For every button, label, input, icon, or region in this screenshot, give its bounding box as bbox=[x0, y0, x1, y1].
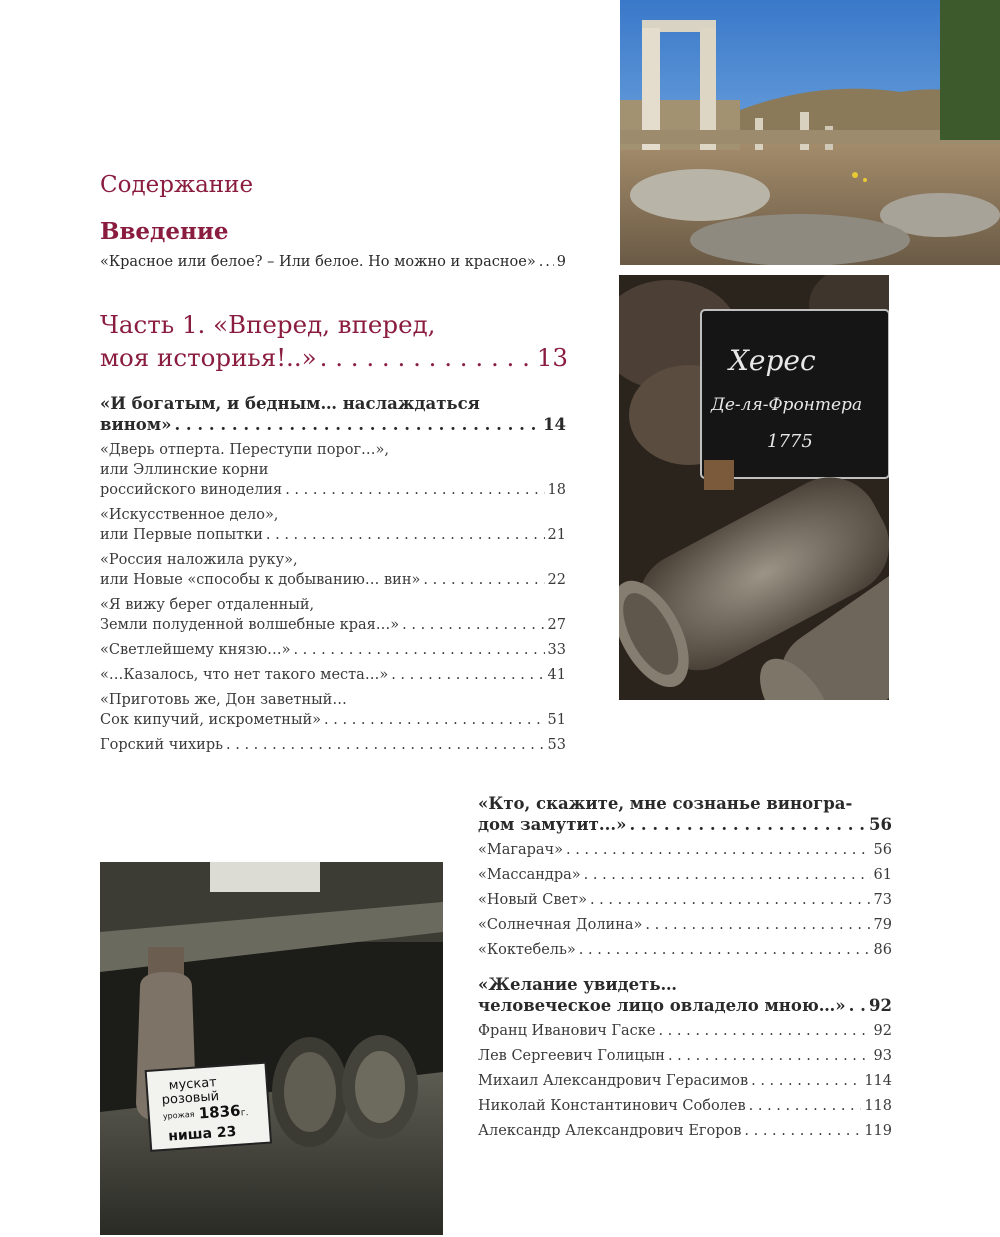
page-number: 13 bbox=[536, 343, 568, 372]
page-number: 22 bbox=[547, 572, 566, 588]
introduction-heading: Введение bbox=[100, 218, 229, 245]
part1-title-line1: Часть 1. «Вперед, вперед, bbox=[100, 310, 436, 339]
page-number: 14 bbox=[543, 415, 566, 434]
page-number: 41 bbox=[547, 667, 566, 683]
section-title-line1: «Желание увидеть… bbox=[478, 975, 678, 994]
page-number: 86 bbox=[873, 942, 892, 958]
page-number: 27 bbox=[547, 617, 566, 633]
leader-dots bbox=[293, 640, 544, 660]
leader-dots bbox=[539, 254, 554, 270]
page-number: 73 bbox=[873, 892, 892, 908]
leader-dots bbox=[645, 915, 870, 935]
leader-dots bbox=[324, 710, 545, 730]
section3-heading[interactable] bbox=[478, 974, 892, 1016]
toc-entry[interactable] bbox=[478, 1096, 892, 1116]
leader-dots bbox=[391, 665, 544, 685]
toc-entry[interactable] bbox=[478, 1046, 892, 1066]
toc-entry-text: Франц Иванович Гаске bbox=[478, 1023, 656, 1039]
toc-entry-line: «Приготовь же, Дон заветный… bbox=[100, 692, 347, 708]
page-number: 61 bbox=[873, 867, 892, 883]
toc-entry-line: «Дверь отперта. Переступи порог…», bbox=[100, 442, 390, 458]
page-number: 18 bbox=[547, 482, 566, 498]
toc-entry[interactable] bbox=[478, 1121, 892, 1141]
page-number: 9 bbox=[556, 254, 566, 270]
muscat-label-harvest: урожая bbox=[162, 1109, 195, 1121]
sherry-label-year: 1775 bbox=[767, 431, 813, 452]
toc-entry-line: или Новые «способы к добыванию… вин» bbox=[100, 572, 421, 588]
section-title-line1: «Кто, скажите, мне сознанье виногра- bbox=[478, 794, 853, 813]
toc-entry[interactable] bbox=[100, 735, 566, 755]
muscat-label-niche: ниша 23 bbox=[167, 1123, 237, 1145]
toc-entry[interactable] bbox=[100, 640, 566, 660]
page-number: 119 bbox=[864, 1123, 892, 1139]
toc-entry-text: «Солнечная Долина» bbox=[478, 917, 643, 933]
leader-dots bbox=[849, 995, 866, 1016]
part1-title-line2: моя историья!..» bbox=[100, 343, 317, 372]
page-number: 56 bbox=[869, 815, 892, 834]
toc-entry-line: «Россия наложила руку», bbox=[100, 552, 298, 568]
toc-entry[interactable] bbox=[100, 505, 566, 545]
toc-entry[interactable] bbox=[100, 550, 566, 590]
page-number: 93 bbox=[873, 1048, 892, 1064]
intro-entry-text: «Красное или белое? – Или белое. Но можно и красное» bbox=[100, 254, 536, 270]
section2-heading[interactable] bbox=[478, 793, 892, 835]
toc-entry-text: «Магарач» bbox=[478, 842, 563, 858]
muscat-label-year: 1836 bbox=[198, 1101, 242, 1123]
page-number: 118 bbox=[864, 1098, 892, 1114]
leader-dots bbox=[584, 865, 871, 885]
page-number: 51 bbox=[547, 712, 566, 728]
leader-dots bbox=[423, 570, 544, 590]
toc-entry-line: российского виноделия bbox=[100, 482, 283, 498]
intro-entry[interactable] bbox=[100, 254, 566, 270]
leader-dots bbox=[668, 1046, 871, 1066]
toc-entry[interactable] bbox=[100, 595, 566, 635]
toc-entry-line: Сок кипучий, искрометный» bbox=[100, 712, 322, 728]
toc-entry-line: «Искусственное дело», bbox=[100, 507, 279, 523]
toc-entry[interactable] bbox=[100, 690, 566, 730]
toc-entry-line: Горский чихирь bbox=[100, 737, 224, 753]
toc-entry[interactable] bbox=[100, 665, 566, 685]
contents-heading: Содержание bbox=[100, 172, 254, 198]
page-number: 53 bbox=[547, 737, 566, 753]
toc-entry-line: Земли полуденной волшебные края…» bbox=[100, 617, 400, 633]
toc-entry[interactable] bbox=[478, 840, 892, 860]
section-title-line2: дом замутит...» bbox=[478, 815, 627, 834]
page-number: 21 bbox=[547, 527, 566, 543]
toc-entry-text: Михаил Александрович Герасимов bbox=[478, 1073, 749, 1089]
page-number: 56 bbox=[873, 842, 892, 858]
sherry-label-line1: Херес bbox=[729, 344, 816, 377]
part1-heading[interactable] bbox=[100, 308, 568, 374]
section-title-line1: «И богатым, и бедным… наслаждаться bbox=[100, 394, 480, 413]
leader-dots bbox=[749, 1096, 862, 1116]
muscat-bottles-photo bbox=[100, 862, 443, 1235]
page-number: 114 bbox=[864, 1073, 892, 1089]
sherry-bottles-photo bbox=[619, 275, 889, 700]
leader-dots bbox=[402, 615, 544, 635]
toc-entry[interactable] bbox=[478, 915, 892, 935]
page-number: 33 bbox=[547, 642, 566, 658]
section-title-line2: человеческое лицо овладело мною…» bbox=[478, 996, 846, 1015]
section2-3-toc bbox=[478, 793, 892, 1141]
sherry-label-line2: Де-ля-Фронтера bbox=[711, 395, 863, 415]
toc-entry-text: «Новый Свет» bbox=[478, 892, 587, 908]
leader-dots bbox=[590, 890, 871, 910]
toc-entry-text: Николай Константинович Соболев bbox=[478, 1098, 746, 1114]
leader-dots bbox=[566, 840, 871, 860]
page-number: 92 bbox=[869, 996, 892, 1015]
muscat-label-line1: мускат bbox=[168, 1075, 218, 1094]
leader-dots bbox=[174, 414, 540, 435]
toc-entry[interactable] bbox=[100, 440, 566, 500]
leader-dots bbox=[629, 814, 866, 835]
leader-dots bbox=[266, 525, 545, 545]
toc-entry-text: Лев Сергеевич Голицын bbox=[478, 1048, 665, 1064]
leader-dots bbox=[658, 1021, 870, 1041]
ruins-photo bbox=[620, 0, 1000, 265]
toc-entry-text: «Коктебель» bbox=[478, 942, 576, 958]
leader-dots bbox=[320, 341, 534, 374]
section1-toc bbox=[100, 393, 566, 755]
toc-entry-line: «…Казалось, что нет такого места…» bbox=[100, 667, 389, 683]
toc-entry-text: «Массандра» bbox=[478, 867, 581, 883]
page-number: 92 bbox=[873, 1023, 892, 1039]
toc-entry-text: Александр Александрович Егоров bbox=[478, 1123, 742, 1139]
page-number: 79 bbox=[873, 917, 892, 933]
leader-dots bbox=[579, 940, 871, 960]
muscat-label-year-suffix: г. bbox=[240, 1108, 249, 1119]
toc-entry[interactable] bbox=[478, 940, 892, 960]
toc-entry-line: «Светлейшему князю…» bbox=[100, 642, 291, 658]
section1-heading[interactable] bbox=[100, 393, 566, 435]
muscat-label-line2: розовый bbox=[161, 1089, 220, 1108]
section-title-line2: вином» bbox=[100, 415, 172, 434]
toc-entry[interactable] bbox=[478, 1071, 892, 1091]
toc-entry-line: «Я вижу берег отдаленный, bbox=[100, 597, 315, 613]
toc-entry-line: или Эллинские корни bbox=[100, 462, 269, 478]
leader-dots bbox=[226, 735, 545, 755]
leader-dots bbox=[285, 480, 544, 500]
toc-entry[interactable] bbox=[478, 890, 892, 910]
toc-entry[interactable] bbox=[478, 865, 892, 885]
toc-entry[interactable] bbox=[478, 1021, 892, 1041]
leader-dots bbox=[744, 1121, 861, 1141]
leader-dots bbox=[751, 1071, 861, 1091]
toc-entry-line: или Первые попытки bbox=[100, 527, 263, 543]
